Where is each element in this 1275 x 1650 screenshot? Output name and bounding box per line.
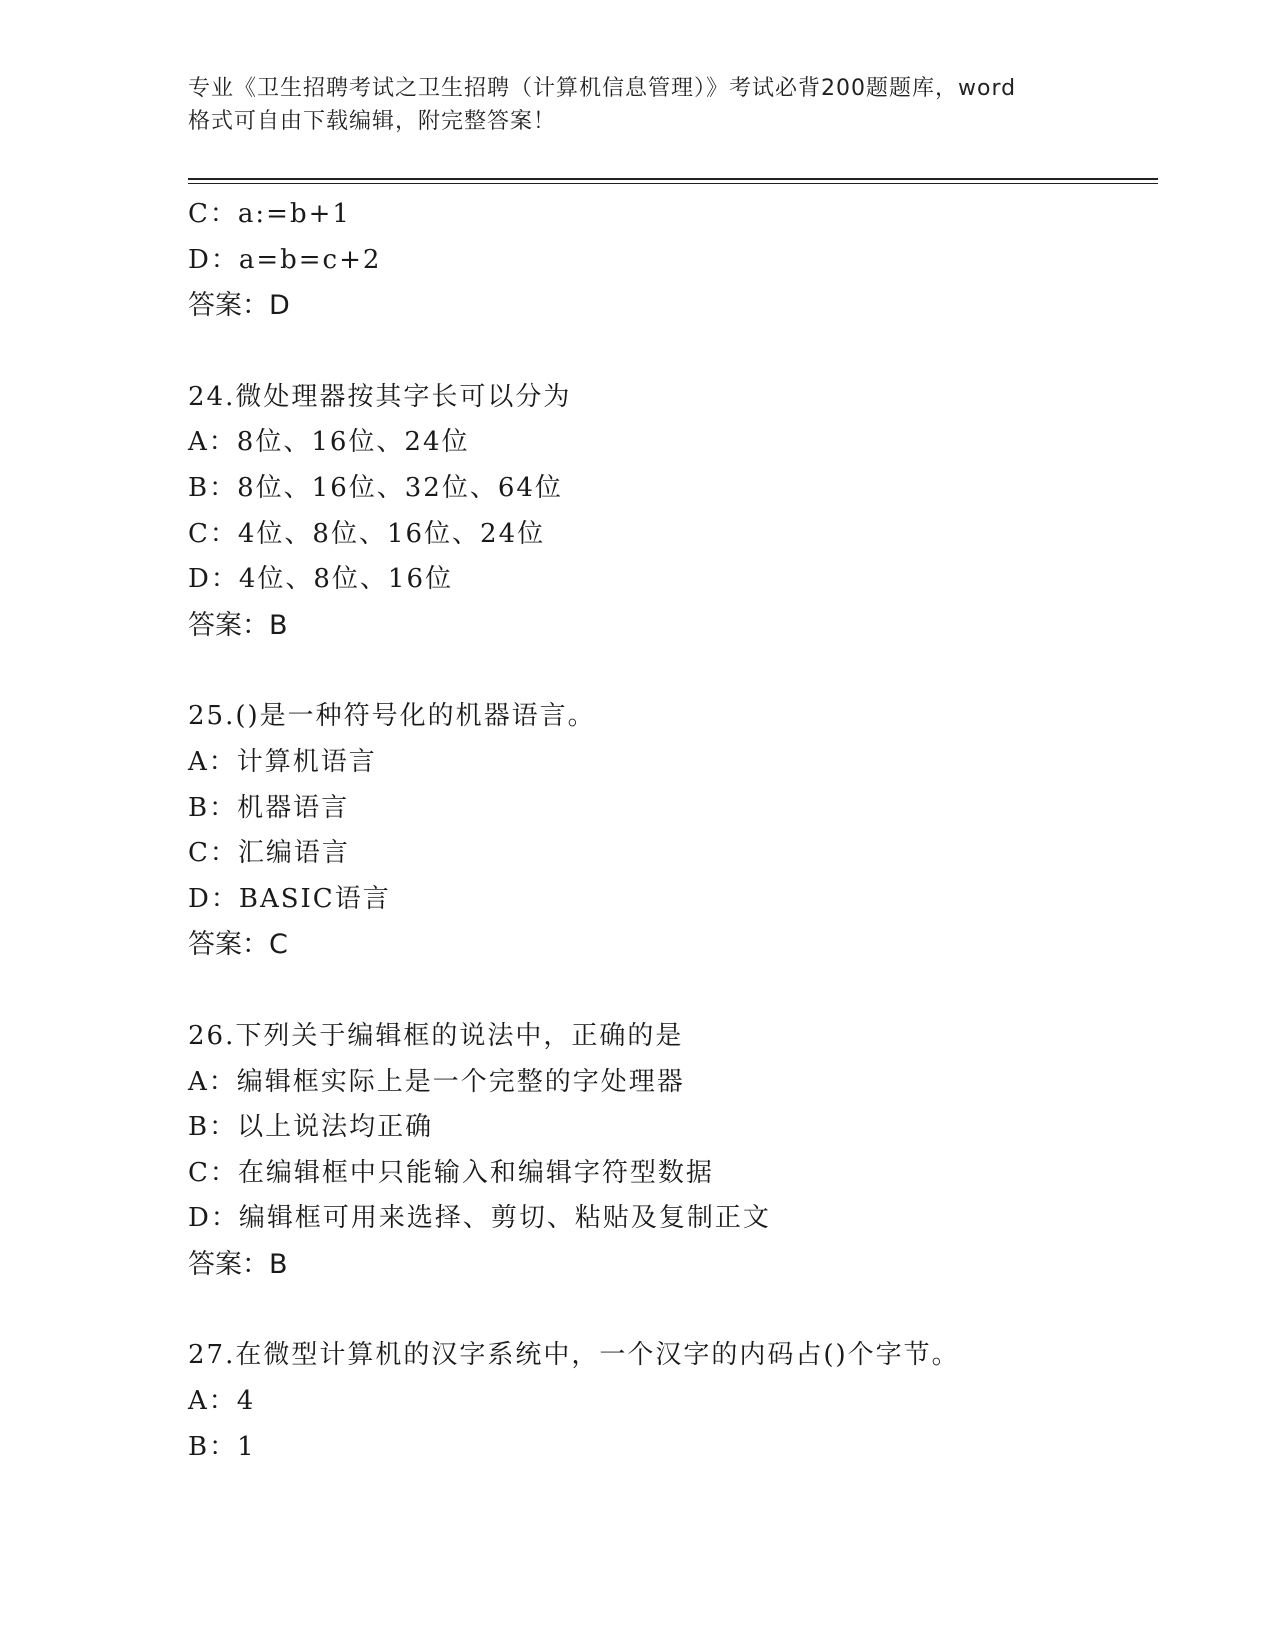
option-c: C：a:=b+1 bbox=[188, 199, 351, 229]
answer-line: 答案：D bbox=[188, 290, 290, 322]
option-c: C：汇编语言 bbox=[188, 838, 350, 869]
option-b: B：8位、16位、32位、64位 bbox=[188, 472, 563, 503]
option-b: B：以上说法均正确 bbox=[188, 1112, 434, 1143]
question-list bbox=[188, 192, 1148, 1470]
option-d: D：BASIC语言 bbox=[188, 883, 391, 914]
document-header bbox=[188, 72, 1088, 138]
question-text: 26.下列关于编辑框的说法中，正确的是 bbox=[188, 1020, 684, 1051]
option-b: B：机器语言 bbox=[188, 792, 350, 823]
spacer bbox=[188, 1287, 1148, 1333]
option-a: A：4 bbox=[188, 1386, 256, 1417]
header-title-line-2: 格式可自由下载编辑，附完整答案！ bbox=[188, 109, 557, 134]
question-block-25 bbox=[188, 694, 1148, 968]
answer-line: 答案：B bbox=[188, 1248, 288, 1280]
question-text: 25.()是一种符号化的机器语言。 bbox=[188, 701, 596, 732]
spacer bbox=[188, 329, 1148, 375]
header-title-line-1: 专业《卫生招聘考试之卫生招聘（计算机信息管理）》考试必背200题题库，word bbox=[188, 76, 1017, 101]
question-block-23 bbox=[188, 192, 1148, 329]
option-d: D：编辑框可用来选择、剪切、粘贴及复制正文 bbox=[188, 1203, 771, 1234]
option-c: C：4位、8位、16位、24位 bbox=[188, 518, 546, 549]
spacer bbox=[188, 648, 1148, 694]
header-divider-thin bbox=[188, 183, 1158, 184]
option-c: C：在编辑框中只能输入和编辑字符型数据 bbox=[188, 1157, 714, 1188]
header-divider-thick bbox=[188, 178, 1158, 180]
option-d: D：a=b=c+2 bbox=[188, 244, 382, 275]
question-block-26 bbox=[188, 1014, 1148, 1288]
spacer bbox=[188, 968, 1148, 1014]
question-text: 24.微处理器按其字长可以分为 bbox=[188, 381, 572, 412]
option-d: D：4位、8位、16位 bbox=[188, 564, 454, 595]
option-a: A：编辑框实际上是一个完整的字处理器 bbox=[188, 1066, 685, 1097]
question-block-24 bbox=[188, 375, 1148, 649]
answer-line: 答案：B bbox=[188, 609, 288, 641]
option-a: A：计算机语言 bbox=[188, 746, 377, 777]
question-block-27 bbox=[188, 1333, 1148, 1470]
option-a: A：8位、16位、24位 bbox=[188, 427, 470, 458]
question-text: 27.在微型计算机的汉字系统中，一个汉字的内码占()个字节。 bbox=[188, 1340, 960, 1371]
answer-line: 答案：C bbox=[188, 929, 288, 961]
option-b: B：1 bbox=[188, 1431, 256, 1462]
